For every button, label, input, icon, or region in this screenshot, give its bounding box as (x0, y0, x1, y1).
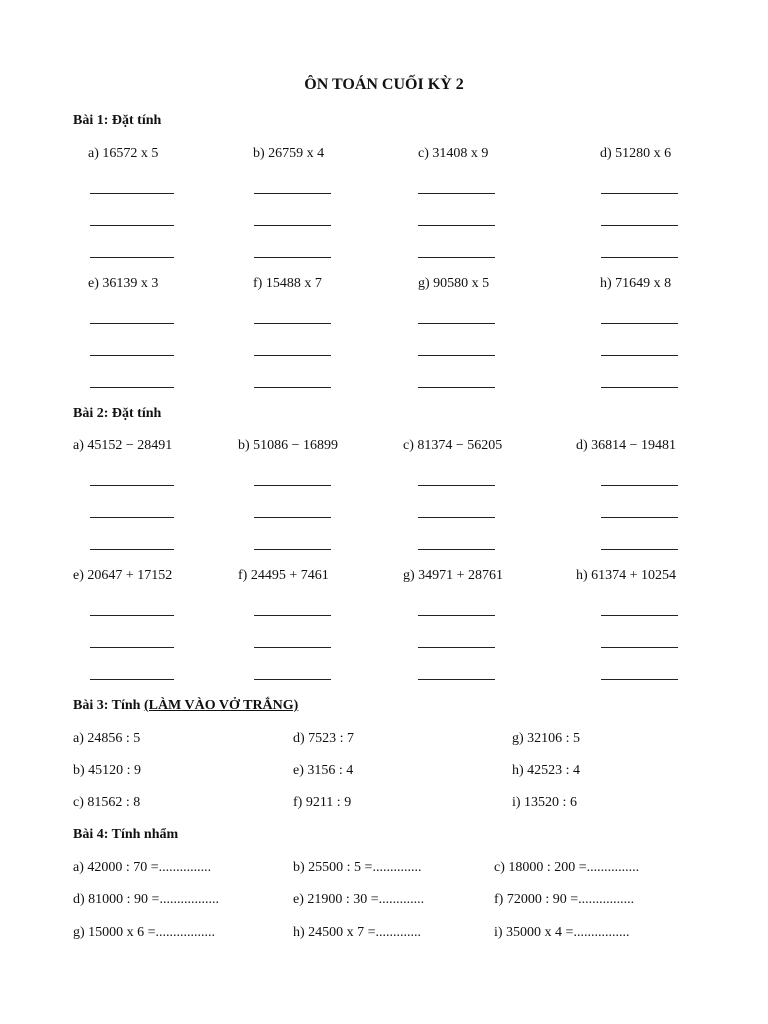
problem-4c: c) 18000 : 200 =............... (494, 860, 640, 875)
answer-blank-line (90, 387, 174, 388)
answer-blank-line (418, 323, 495, 324)
exercise-4-heading: Bài 4: Tính nhẩm (73, 827, 179, 842)
problem-2b: b) 51086 − 16899 (238, 438, 339, 453)
answer-blank-line (601, 485, 678, 486)
problem-3h: h) 42523 : 4 (512, 763, 581, 778)
problem-1a: a) 16572 x 5 (88, 146, 159, 161)
answer-blank-line (601, 225, 678, 226)
exercise-2-row-2 (0, 568, 768, 588)
answer-blank-line (254, 257, 331, 258)
problem-1d: d) 51280 x 6 (600, 146, 672, 161)
exercise-1-row-2 (0, 276, 768, 296)
problem-4h: h) 24500 x 7 =............. (293, 925, 422, 940)
problem-4b: b) 25500 : 5 =.............. (293, 860, 422, 875)
answer-blank-line (254, 355, 331, 356)
answer-blank-line (90, 485, 174, 486)
exercise-4-row-2 (0, 892, 768, 912)
exercise-3-row-1 (0, 731, 768, 751)
answer-blank-line (90, 549, 174, 550)
problem-2h: h) 61374 + 10254 (576, 568, 677, 583)
answer-blank-line (254, 647, 331, 648)
answer-blank-line (601, 517, 678, 518)
answer-blank-line (90, 615, 174, 616)
answer-blank-line (601, 193, 678, 194)
exercise-1-row-1 (0, 146, 768, 166)
answer-blank-line (90, 679, 174, 680)
answer-blank-line (601, 679, 678, 680)
answer-blank-line (418, 387, 495, 388)
problem-3b: b) 45120 : 9 (73, 763, 142, 778)
answer-blank-line (418, 257, 495, 258)
answer-blank-line (254, 387, 331, 388)
answer-blank-line (601, 387, 678, 388)
problem-2a: a) 45152 − 28491 (73, 438, 173, 453)
answer-blank-line (601, 323, 678, 324)
answer-blank-line (254, 517, 331, 518)
answer-blank-line (90, 517, 174, 518)
answer-blank-line (418, 485, 495, 486)
answer-blank-line (90, 193, 174, 194)
answer-blank-line (418, 679, 495, 680)
problem-3c: c) 81562 : 8 (73, 795, 141, 810)
answer-blank-line (418, 225, 495, 226)
problem-4e: e) 21900 : 30 =............. (293, 892, 425, 907)
problem-4a: a) 42000 : 70 =............... (73, 860, 212, 875)
problem-1f: f) 15488 x 7 (253, 276, 322, 291)
exercise-1-heading: Bài 1: Đặt tính (73, 113, 162, 128)
answer-blank-line (601, 647, 678, 648)
problem-3e: e) 3156 : 4 (293, 763, 354, 778)
answer-blank-line (418, 647, 495, 648)
answer-blank-line (254, 549, 331, 550)
exercise-4-row-3 (0, 925, 768, 945)
problem-2d: d) 36814 − 19481 (576, 438, 677, 453)
problem-4g: g) 15000 x 6 =................. (73, 925, 216, 940)
page-title: ÔN TOÁN CUỐI KỲ 2 (304, 76, 464, 93)
problem-2g: g) 34971 + 28761 (403, 568, 504, 583)
answer-blank-line (418, 193, 495, 194)
answer-blank-line (254, 193, 331, 194)
answer-blank-line (601, 615, 678, 616)
exercise-3-row-2 (0, 763, 768, 783)
answer-blank-line (90, 323, 174, 324)
answer-blank-line (90, 257, 174, 258)
answer-blank-line (601, 257, 678, 258)
answer-blank-line (254, 615, 331, 616)
exercise-3-row-3 (0, 795, 768, 815)
answer-blank-line (254, 485, 331, 486)
problem-3g: g) 32106 : 5 (512, 731, 581, 746)
answer-blank-line (254, 323, 331, 324)
problem-1h: h) 71649 x 8 (600, 276, 672, 291)
exercise-3-note: (LÀM VÀO VỞ TRẮNG) (143, 698, 299, 713)
problem-1g: g) 90580 x 5 (418, 276, 490, 291)
answer-blank-line (601, 549, 678, 550)
problem-3f: f) 9211 : 9 (293, 795, 352, 810)
problem-4f: f) 72000 : 90 =................ (494, 892, 635, 907)
problem-4i: i) 35000 x 4 =................ (494, 925, 630, 940)
problem-3d: d) 7523 : 7 (293, 731, 355, 746)
exercise-2-heading: Bài 2: Đặt tính (73, 406, 162, 421)
exercise-2-row-1 (0, 438, 768, 458)
answer-blank-line (254, 679, 331, 680)
problem-2f: f) 24495 + 7461 (238, 568, 329, 583)
answer-blank-line (418, 355, 495, 356)
answer-blank-line (90, 225, 174, 226)
answer-blank-line (418, 549, 495, 550)
exercise-3-heading (73, 698, 298, 714)
problem-1b: b) 26759 x 4 (253, 146, 325, 161)
problem-2e: e) 20647 + 17152 (73, 568, 173, 583)
exercise-4-row-1 (0, 860, 768, 880)
answer-blank-line (601, 355, 678, 356)
problem-1c: c) 31408 x 9 (418, 146, 489, 161)
problem-1e: e) 36139 x 3 (88, 276, 159, 291)
answer-blank-line (90, 647, 174, 648)
problem-2c: c) 81374 − 56205 (403, 438, 503, 453)
problem-3i: i) 13520 : 6 (512, 795, 577, 810)
problem-3a: a) 24856 : 5 (73, 731, 141, 746)
problem-4d: d) 81000 : 90 =................. (73, 892, 219, 907)
answer-blank-line (418, 517, 495, 518)
answer-blank-line (418, 615, 495, 616)
exercise-3-heading-text: Bài 3: Tính (73, 698, 141, 713)
answer-blank-line (90, 355, 174, 356)
answer-blank-line (254, 225, 331, 226)
